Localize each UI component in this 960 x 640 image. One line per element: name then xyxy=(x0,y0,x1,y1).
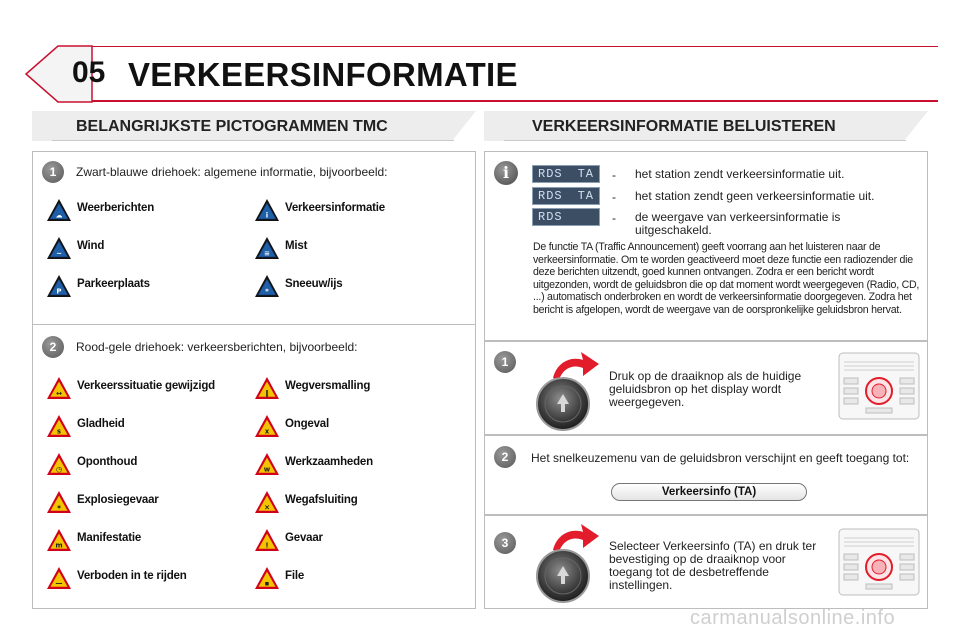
pictogram-label: Weerberichten xyxy=(77,202,155,214)
watermark: carmanualsonline.info xyxy=(690,607,896,629)
right-section-title: VERKEERSINFORMATIE BELUISTEREN xyxy=(532,118,836,135)
svg-text:w: w xyxy=(263,465,271,474)
weather-warning-icon xyxy=(46,198,72,222)
list-dash: - xyxy=(612,211,616,225)
snow-warning-icon xyxy=(254,274,280,298)
info-icon: i xyxy=(494,161,518,185)
step-3-instruction: Selecteer Verkeersinfo (TA) en druk ter bevestiging op de draaiknop voor toegang tot de desbetreffende instellingen. xyxy=(609,539,817,592)
slippery-road-icon xyxy=(46,414,72,438)
pictogram-label: Ongeval xyxy=(285,418,329,430)
svg-text:m: m xyxy=(55,541,63,550)
svg-text:✶: ✶ xyxy=(56,503,62,512)
step-badge-2: 2 xyxy=(494,446,516,468)
chapter-number: 05 xyxy=(72,56,106,89)
list-dash: - xyxy=(612,190,616,204)
svg-text:!: ! xyxy=(265,541,269,550)
svg-text:x: x xyxy=(264,427,270,436)
pictogram-label: Wegafsluiting xyxy=(285,494,358,506)
pictogram-label: Oponthoud xyxy=(77,456,138,468)
parking-warning-icon xyxy=(46,274,72,298)
ta-label: TA xyxy=(577,189,594,203)
road-narrows-icon xyxy=(254,376,280,400)
pictogram-label: Wind xyxy=(77,240,105,252)
accident-icon xyxy=(254,414,280,438)
header-top-rule xyxy=(92,46,938,47)
no-entry-icon xyxy=(46,566,72,590)
step-2-instruction: Het snelkeuzemenu van de geluidsbron verschijnt en geeft toegang tot: xyxy=(531,451,910,465)
svg-text:P: P xyxy=(56,287,62,296)
rds-display-badge xyxy=(532,187,600,205)
explosion-icon xyxy=(46,490,72,514)
radio-panel-illustration xyxy=(838,528,920,596)
fog-warning-icon xyxy=(254,236,280,260)
step-2-panel xyxy=(484,435,928,515)
pictogram-label: Verboden in te rijden xyxy=(77,570,187,582)
pictogram-label: Gladheid xyxy=(77,418,125,430)
road-closed-icon xyxy=(254,490,280,514)
ta-function-description: De functie TA (Traffic Announcement) geeft voorrang aan het luisteren naar de verkeersinformatie. Om te worden geactiveerd moet deze functie een radiozender die deze berichten uitzendt, goed kunnen ontvangen. Zodra er een bericht wordt uitgezonden, wordt de geluidsbron die op dat moment wordt weergegeven (Radio, CD, ...) automatisch onderbroken en wordt de verkeersinformatie doorgegeven. Zodra het bericht is afgelopen, wordt de weergave van de oorspronkelijke geluidsbron hervat. xyxy=(533,241,920,316)
step-badge-1: 1 xyxy=(494,351,516,373)
svg-text:*: * xyxy=(265,287,269,296)
blue-triangle-intro: Zwart-blauwe driehoek: algemene informatie, bijvoorbeeld: xyxy=(76,165,388,179)
pictogram-label: Mist xyxy=(285,240,308,252)
radio-panel-illustration xyxy=(838,352,920,420)
svg-text:×: × xyxy=(264,503,270,512)
svg-text:~: ~ xyxy=(56,249,62,258)
knob-press-icon xyxy=(527,520,603,604)
svg-text:‖: ‖ xyxy=(265,389,269,398)
step-1-instruction: Druk op de draaiknop als de huidige geluidsbron op het display wordt weergegeven. xyxy=(609,369,802,409)
left-section-header xyxy=(32,111,476,141)
pictogram-label: Sneeuw/ijs xyxy=(285,278,343,290)
pictogram-label: Manifestatie xyxy=(77,532,142,544)
pictogram-label: Werkzaamheden xyxy=(285,456,373,468)
red-triangle-intro: Rood-gele driehoek: verkeersberichten, bijvoorbeeld: xyxy=(76,340,358,354)
danger-icon xyxy=(254,528,280,552)
step-badge-3: 3 xyxy=(494,532,516,554)
knob-press-icon xyxy=(527,348,603,432)
rds-status-text: het station zendt geen verkeersinformatie uit. xyxy=(635,189,875,203)
section-divider xyxy=(33,324,475,325)
right-section-header xyxy=(484,111,928,141)
pictogram-label: Parkeerplaats xyxy=(77,278,150,290)
pictogram-label: Gevaar xyxy=(285,532,323,544)
ta-label: TA xyxy=(577,167,594,181)
traffic-change-icon xyxy=(46,376,72,400)
traffic-jam-icon xyxy=(254,566,280,590)
demonstration-icon xyxy=(46,528,72,552)
rds-display-badge xyxy=(532,165,600,183)
delay-icon xyxy=(46,452,72,476)
pictogram-label: Verkeerssituatie gewijzigd xyxy=(77,380,215,392)
rds-label: RDS xyxy=(538,167,563,181)
verkeersinfo-ta-menu-option[interactable]: Verkeersinfo (TA) xyxy=(611,483,807,501)
rds-display-badge xyxy=(532,208,600,226)
header-rule xyxy=(92,100,938,102)
rds-label: RDS xyxy=(538,189,563,203)
page-title: VERKEERSINFORMATIE xyxy=(128,56,518,93)
info-warning-icon xyxy=(254,198,280,222)
pictogram-label: File xyxy=(285,570,305,582)
left-section-title: BELANGRIJKSTE PICTOGRAMMEN TMC xyxy=(76,118,388,135)
svg-text:↔: ↔ xyxy=(56,389,62,398)
svg-text:◷: ◷ xyxy=(55,465,63,474)
wind-warning-icon xyxy=(46,236,72,260)
svg-text:≡: ≡ xyxy=(264,249,270,258)
roadworks-icon xyxy=(254,452,280,476)
pictogram-label: Verkeersinformatie xyxy=(285,202,385,214)
rds-status-text: het station zendt verkeersinformatie uit. xyxy=(635,167,845,181)
pictogram-label: Explosiegevaar xyxy=(77,494,159,506)
svg-text:☁: ☁ xyxy=(55,211,63,220)
svg-text:—: — xyxy=(55,579,63,588)
svg-text:▪: ▪ xyxy=(264,579,270,588)
rds-label: RDS xyxy=(538,210,563,224)
rds-status-text: de weergave van verkeersinformatie is uitgeschakeld. xyxy=(635,210,841,237)
list-dash: - xyxy=(612,168,616,182)
svg-text:s: s xyxy=(56,427,62,436)
step-badge-1: 1 xyxy=(42,161,64,183)
step-badge-2: 2 xyxy=(42,336,64,358)
svg-text:i: i xyxy=(265,211,269,220)
pictogram-label: Wegversmalling xyxy=(285,380,371,392)
